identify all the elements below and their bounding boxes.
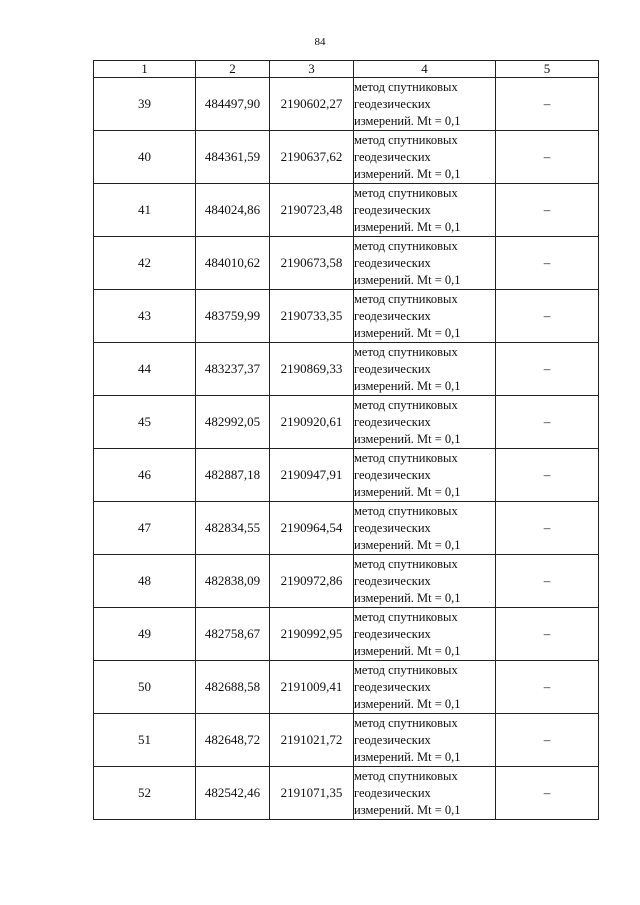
method-line: метод спутниковых <box>354 397 458 412</box>
method-line: метод спутниковых <box>354 132 458 147</box>
y-coordinate-cell: 2190920,61 <box>270 396 354 449</box>
method-line: измерений. Mt = 0,1 <box>354 537 461 552</box>
method-line: геодезических <box>354 520 431 535</box>
x-coordinate-cell: 482648,72 <box>196 714 270 767</box>
y-coordinate-cell: 2190972,86 <box>270 555 354 608</box>
y-coordinate-cell: 2190673,58 <box>270 237 354 290</box>
note-cell: – <box>496 131 599 184</box>
point-number-cell: 41 <box>94 184 196 237</box>
table-row <box>94 608 599 661</box>
method-line: геодезических <box>354 202 431 217</box>
method-line: измерений. Mt = 0,1 <box>354 802 461 817</box>
point-number-cell: 50 <box>94 661 196 714</box>
method-cell <box>354 608 496 661</box>
x-coordinate-cell: 484010,62 <box>196 237 270 290</box>
table-row <box>94 502 599 555</box>
method-line: геодезических <box>354 467 431 482</box>
table-row <box>94 290 599 343</box>
method-cell <box>354 343 496 396</box>
method-line: измерений. Mt = 0,1 <box>354 431 461 446</box>
note-cell: – <box>496 290 599 343</box>
x-coordinate-cell: 483237,37 <box>196 343 270 396</box>
table-header-row <box>94 61 599 78</box>
method-line: метод спутниковых <box>354 450 458 465</box>
x-coordinate-cell: 484497,90 <box>196 78 270 131</box>
method-line: измерений. Mt = 0,1 <box>354 484 461 499</box>
method-line: геодезических <box>354 96 431 111</box>
method-line: измерений. Mt = 0,1 <box>354 378 461 393</box>
column-header-3: 3 <box>270 61 354 78</box>
method-line: геодезических <box>354 361 431 376</box>
table-row <box>94 714 599 767</box>
note-cell: – <box>496 396 599 449</box>
y-coordinate-cell: 2191009,41 <box>270 661 354 714</box>
y-coordinate-cell: 2190869,33 <box>270 343 354 396</box>
point-number-cell: 42 <box>94 237 196 290</box>
method-line: метод спутниковых <box>354 344 458 359</box>
note-cell: – <box>496 555 599 608</box>
method-cell <box>354 502 496 555</box>
method-line: измерений. Mt = 0,1 <box>354 696 461 711</box>
note-cell: – <box>496 78 599 131</box>
table-row <box>94 449 599 502</box>
method-line: геодезических <box>354 679 431 694</box>
method-line: метод спутниковых <box>354 662 458 677</box>
y-coordinate-cell: 2191071,35 <box>270 767 354 820</box>
method-cell <box>354 78 496 131</box>
table-row <box>94 184 599 237</box>
method-line: измерений. Mt = 0,1 <box>354 590 461 605</box>
method-line: метод спутниковых <box>354 768 458 783</box>
y-coordinate-cell: 2190723,48 <box>270 184 354 237</box>
method-line: геодезических <box>354 149 431 164</box>
method-line: измерений. Mt = 0,1 <box>354 166 461 181</box>
method-cell <box>354 290 496 343</box>
column-header-4: 4 <box>354 61 496 78</box>
method-line: метод спутниковых <box>354 185 458 200</box>
table-row <box>94 661 599 714</box>
point-number-cell: 43 <box>94 290 196 343</box>
method-line: измерений. Mt = 0,1 <box>354 643 461 658</box>
x-coordinate-cell: 484361,59 <box>196 131 270 184</box>
coordinates-table <box>93 60 599 820</box>
method-cell <box>354 449 496 502</box>
method-line: геодезических <box>354 308 431 323</box>
point-number-cell: 46 <box>94 449 196 502</box>
column-header-5: 5 <box>496 61 599 78</box>
note-cell: – <box>496 184 599 237</box>
method-line: измерений. Mt = 0,1 <box>354 749 461 764</box>
table-row <box>94 767 599 820</box>
table-row <box>94 396 599 449</box>
x-coordinate-cell: 483759,99 <box>196 290 270 343</box>
point-number-cell: 49 <box>94 608 196 661</box>
x-coordinate-cell: 482542,46 <box>196 767 270 820</box>
method-cell <box>354 661 496 714</box>
x-coordinate-cell: 484024,86 <box>196 184 270 237</box>
method-cell <box>354 237 496 290</box>
note-cell: – <box>496 767 599 820</box>
method-line: геодезических <box>354 626 431 641</box>
method-cell <box>354 396 496 449</box>
method-line: метод спутниковых <box>354 79 458 94</box>
method-line: геодезических <box>354 414 431 429</box>
method-line: метод спутниковых <box>354 609 458 624</box>
method-line: геодезических <box>354 573 431 588</box>
x-coordinate-cell: 482992,05 <box>196 396 270 449</box>
table-row <box>94 237 599 290</box>
method-line: метод спутниковых <box>354 503 458 518</box>
method-cell <box>354 131 496 184</box>
point-number-cell: 51 <box>94 714 196 767</box>
method-line: метод спутниковых <box>354 291 458 306</box>
method-line: геодезических <box>354 785 431 800</box>
method-line: метод спутниковых <box>354 556 458 571</box>
method-line: измерений. Mt = 0,1 <box>354 219 461 234</box>
column-header-2: 2 <box>196 61 270 78</box>
point-number-cell: 45 <box>94 396 196 449</box>
x-coordinate-cell: 482887,18 <box>196 449 270 502</box>
point-number-cell: 40 <box>94 131 196 184</box>
table-body <box>94 78 599 820</box>
method-cell <box>354 767 496 820</box>
y-coordinate-cell: 2190602,27 <box>270 78 354 131</box>
point-number-cell: 39 <box>94 78 196 131</box>
x-coordinate-cell: 482688,58 <box>196 661 270 714</box>
note-cell: – <box>496 661 599 714</box>
method-line: геодезических <box>354 255 431 270</box>
method-line: измерений. Mt = 0,1 <box>354 272 461 287</box>
y-coordinate-cell: 2190947,91 <box>270 449 354 502</box>
method-line: метод спутниковых <box>354 238 458 253</box>
note-cell: – <box>496 502 599 555</box>
table-row <box>94 555 599 608</box>
table-row <box>94 343 599 396</box>
table-row <box>94 78 599 131</box>
y-coordinate-cell: 2190992,95 <box>270 608 354 661</box>
method-cell <box>354 555 496 608</box>
method-line: измерений. Mt = 0,1 <box>354 113 461 128</box>
point-number-cell: 48 <box>94 555 196 608</box>
point-number-cell: 52 <box>94 767 196 820</box>
note-cell: – <box>496 343 599 396</box>
table-row <box>94 131 599 184</box>
x-coordinate-cell: 482838,09 <box>196 555 270 608</box>
page-number: 84 <box>314 36 326 48</box>
x-coordinate-cell: 482834,55 <box>196 502 270 555</box>
point-number-cell: 47 <box>94 502 196 555</box>
column-header-1: 1 <box>94 61 196 78</box>
note-cell: – <box>496 449 599 502</box>
method-cell <box>354 714 496 767</box>
x-coordinate-cell: 482758,67 <box>196 608 270 661</box>
y-coordinate-cell: 2191021,72 <box>270 714 354 767</box>
method-cell <box>354 184 496 237</box>
note-cell: – <box>496 714 599 767</box>
method-line: метод спутниковых <box>354 715 458 730</box>
method-line: измерений. Mt = 0,1 <box>354 325 461 340</box>
method-line: геодезических <box>354 732 431 747</box>
note-cell: – <box>496 237 599 290</box>
point-number-cell: 44 <box>94 343 196 396</box>
note-cell: – <box>496 608 599 661</box>
y-coordinate-cell: 2190964,54 <box>270 502 354 555</box>
y-coordinate-cell: 2190733,35 <box>270 290 354 343</box>
y-coordinate-cell: 2190637,62 <box>270 131 354 184</box>
